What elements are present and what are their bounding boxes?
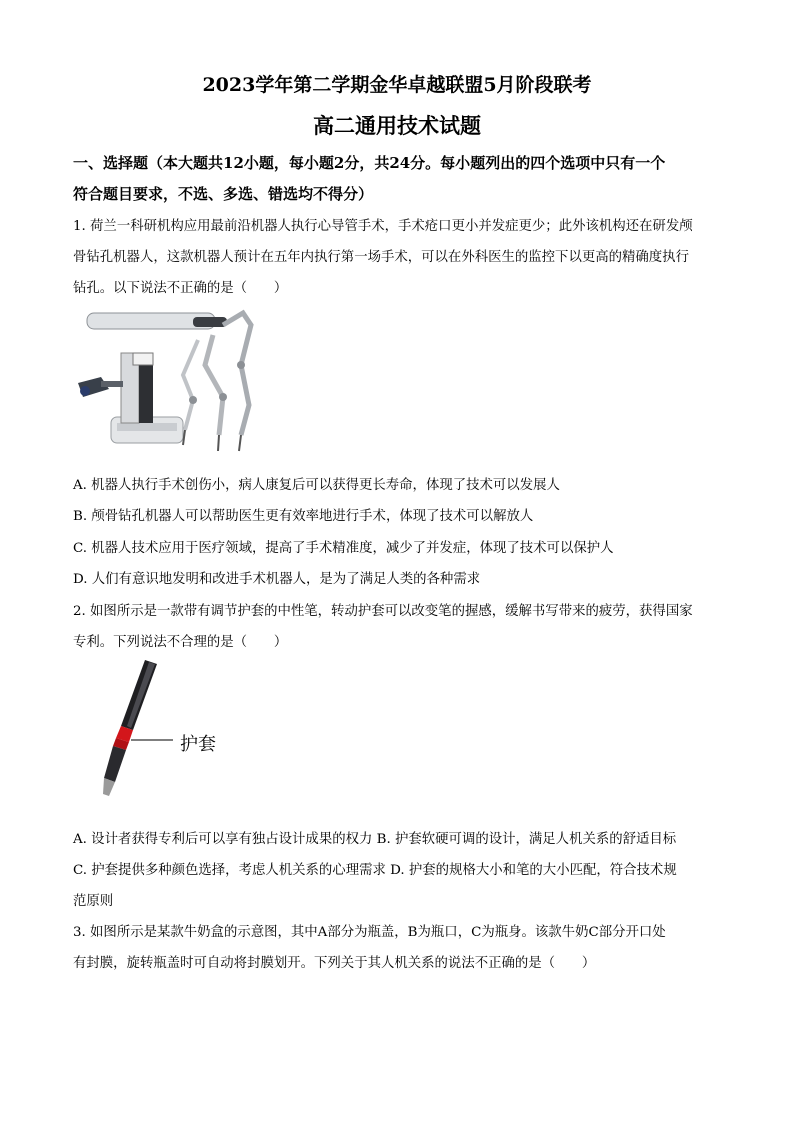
- q3-stem-line-1: 3. 如图所示是某款牛奶盒的示意图，其中A部分为瓶盖，B为瓶口，C为瓶身。该款牛奶C部分开口处: [73, 925, 666, 940]
- q2-option-d-continued: 范原则: [73, 894, 114, 909]
- q1-stem-line-3: 钻孔。以下说法不正确的是（ ）: [73, 281, 288, 296]
- q2-option-c-d: C. 护套提供多种颜色选择，考虑人机关系的心理需求 D. 护套的规格大小和笔的大小匹配，符合技术规: [73, 863, 677, 878]
- q2-stem-line-2: 专利。下列说法不合理的是（ ）: [73, 635, 288, 650]
- pen-sleeve-label: 护套: [180, 734, 216, 755]
- surgical-robot-figure: [73, 305, 263, 455]
- q1-option-d: D. 人们有意识地发明和改进手术机器人，是为了满足人类的各种需求: [73, 572, 481, 587]
- q1-stem-line-1: 1. 荷兰一科研机构应用最前沿机器人执行心导管手术，手术疮口更小并发症更少；此外该机构还在研发颅: [73, 219, 693, 234]
- q1-stem-line-2: 骨钻孔机器人，这款机器人预计在五年内执行第一场手术，可以在外科医生的监控下以更高的精确度执行: [73, 250, 689, 265]
- q2-option-a-b: A. 设计者获得专利后可以享有独占设计成果的权力 B. 护套软硬可调的设计，满足人机关系的舒适目标: [73, 832, 677, 847]
- q2-stem-line-1: 2. 如图所示是一款带有调节护套的中性笔，转动护套可以改变笔的握感，缓解书写带来的疲劳，获得国家: [73, 604, 693, 619]
- exam-title: 2023学年第二学期金华卓越联盟5月阶段联考: [202, 74, 592, 96]
- q1-option-c: C. 机器人技术应用于医疗领域，提高了手术精准度，减少了并发症，体现了技术可以保护人: [73, 541, 614, 556]
- q1-option-b: B. 颅骨钻孔机器人可以帮助医生更有效率地进行手术，体现了技术可以解放人: [73, 509, 534, 524]
- q3-stem-line-2: 有封膜，旋转瓶盖时可自动将封膜划开。下列关于其人机关系的说法不正确的是（ ）: [73, 956, 596, 971]
- section-heading-line-2: 符合题目要求，不选、多选、错选均不得分）: [73, 185, 374, 203]
- section-heading-line-1: 一、选择题（本大题共12小题，每小题2分，共24分。每小题列出的四个选项中只有一个: [73, 154, 666, 172]
- pen-with-sleeve-figure: [85, 660, 195, 810]
- exam-subtitle: 高二通用技术试题: [313, 113, 481, 138]
- q1-option-a: A. 机器人执行手术创伤小，病人康复后可以获得更长寿命，体现了技术可以发展人: [73, 478, 560, 493]
